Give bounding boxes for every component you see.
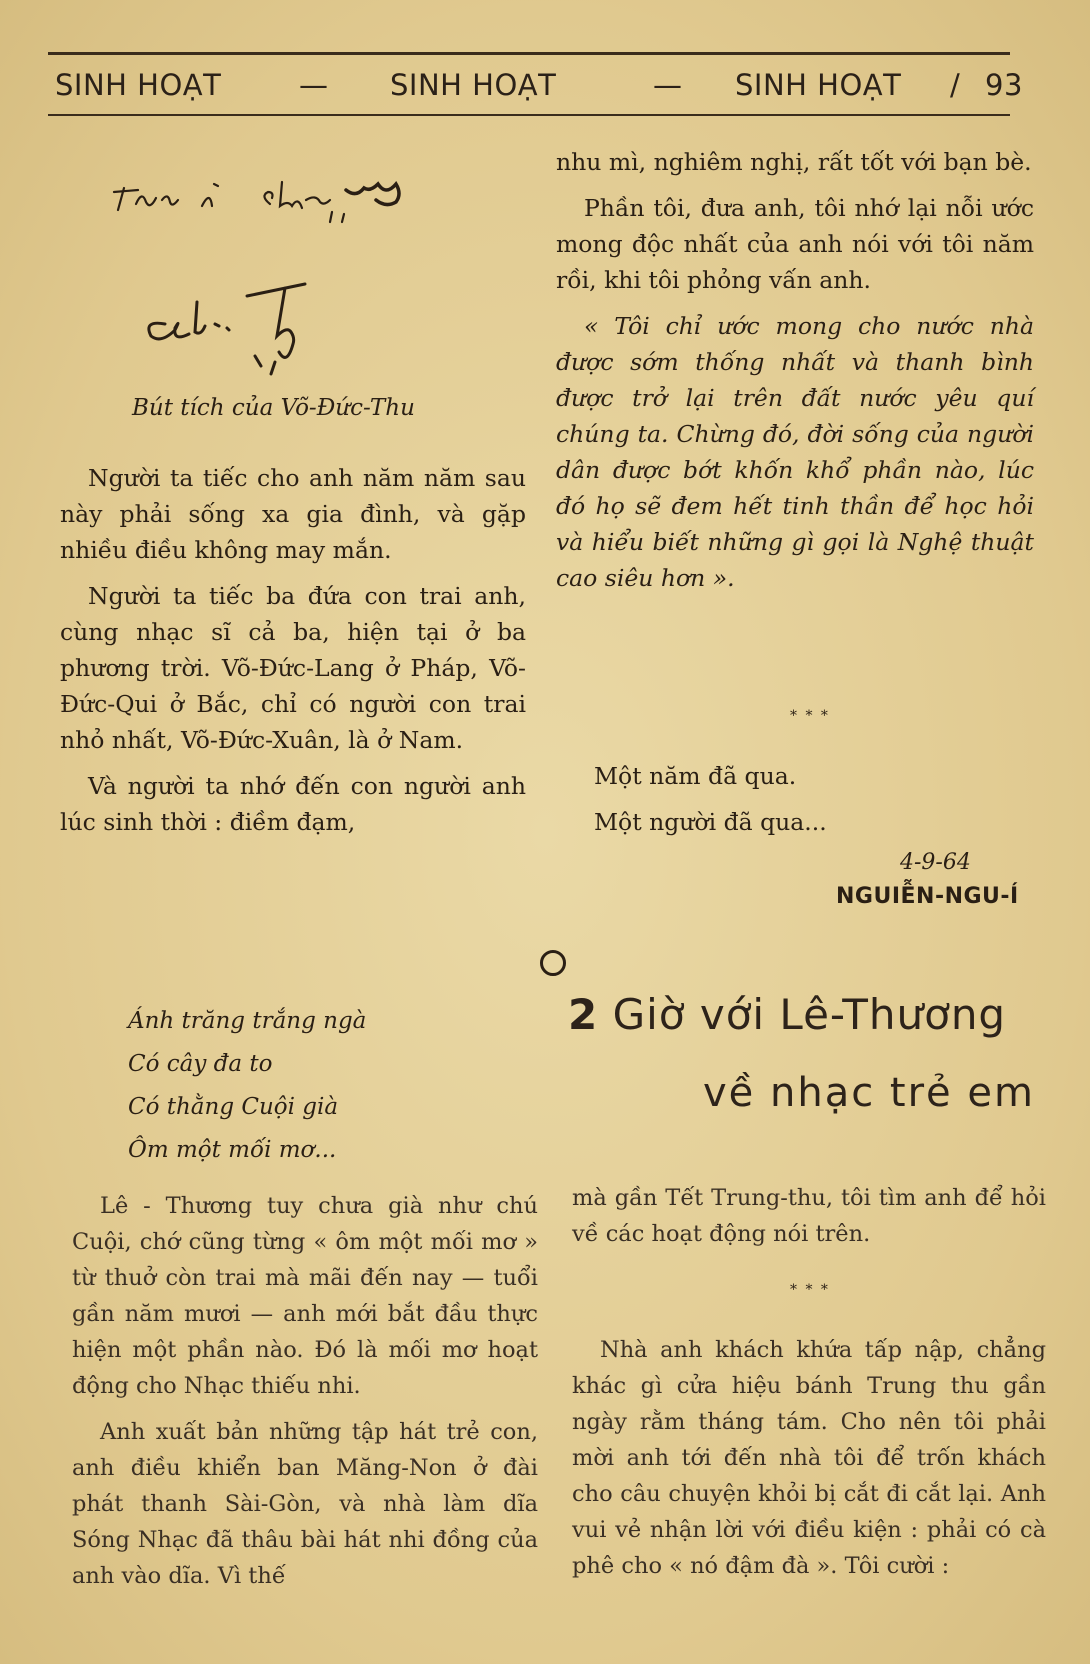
paragraph: Anh xuất bản những tập hát trẻ con, anh điều khiển ban Măng-Non ở đài phát thanh Sài-Gòn, và nhà làm dĩa Sóng Nhạc đã thâu bài hát nhi đồng của anh vào dĩa. Vì thế: [72, 1419, 538, 1589]
paragraph: Và người ta nhớ đến con người anh lúc sinh thời : điềm đạm,: [60, 772, 526, 836]
handwritten-dedication: [110, 170, 490, 250]
poem-line: Ánh trăng trắng ngà: [128, 1008, 367, 1034]
header-title-3: SINH HOẠT: [735, 68, 902, 102]
section-stars-2: * * *: [790, 1282, 830, 1298]
page-number: 93: [985, 68, 1023, 102]
article-separator-mark: [540, 950, 566, 976]
poem-line: Ôm một mối mơ...: [128, 1137, 337, 1163]
running-header: [55, 64, 1023, 108]
paragraph: Nhà anh khách khứa tấp nập, chẳng khác gì cửa hiệu bánh Trung thu gần ngày rằm tháng tám. Cho nên tôi phải mời anh tới đến nhà tôi để trốn khách cho câu chuyện khỏi bị cắt đi cắt lại. Anh vui vẻ nhận lời với điều kiện : phải có cà phê cho « nó đậm đà ». Tôi cười :: [572, 1337, 1046, 1579]
paragraph: nhu mì, nghiêm nghị, rất tốt với bạn bè.: [556, 148, 1032, 176]
closing-lines: [594, 758, 1034, 850]
poem-line: Có cây đa to: [128, 1051, 273, 1077]
poem-line: Có thằng Cuội già: [128, 1094, 339, 1120]
header-top-rule: [48, 52, 1010, 55]
section-stars: * * *: [790, 708, 830, 724]
header-bottom-rule: [48, 114, 1010, 116]
article-title-number: 2: [568, 990, 599, 1039]
article-title: [568, 990, 1006, 1039]
header-dash-1: —: [299, 68, 329, 102]
quote-paragraph: « Tôi chỉ ước mong cho nước nhà được sớm thống nhất và thanh bình được trở lại trên đất nước yêu quí chúng ta. Chừng đó, đời sống của người dân được bớt khốn khổ phần nào, lúc đó họ sẽ đem hết tinh thần để học hỏi và hiểu biết những gì gọi là Nghệ thuật cao siêu hơn ».: [556, 312, 1034, 592]
paragraph: Người ta tiếc ba đứa con trai anh, cùng nhạc sĩ cả ba, hiện tại ở ba phương trời. Võ-Đức-Lang ở Pháp, Võ-Đức-Qui ở Bắc, chỉ có người con trai nhỏ nhất, Võ-Đức-Xuân, là ở Nam.: [60, 582, 526, 754]
signature-caption: Bút tích của Võ-Đức-Thu: [132, 395, 415, 421]
closing-line-2: Một người đã qua...: [594, 808, 827, 836]
right-column-top: [556, 144, 1034, 606]
article-title-line1: Giờ với Lê-Thương: [612, 990, 1007, 1039]
article-author: NGUIỄN-NGU-Í: [836, 884, 1019, 909]
right-column-bottom: [572, 1180, 1046, 1262]
poem: [128, 1000, 366, 1172]
article-title-line2: về nhạc trẻ em: [703, 1070, 1035, 1116]
right-column-bottom-2: [572, 1332, 1046, 1594]
header-title-2: SINH HOẠT: [390, 68, 557, 102]
handwritten-signature: [135, 280, 335, 390]
header-dash-2: —: [653, 68, 683, 102]
left-column-bottom: [72, 1188, 538, 1604]
left-column-top: [60, 460, 526, 850]
paragraph: mà gần Tết Trung-thu, tôi tìm anh để hỏi về các hoạt động nói trên.: [572, 1185, 1046, 1247]
article-date: 4-9-64: [900, 850, 971, 875]
header-slash: /: [950, 68, 961, 102]
paragraph: Người ta tiếc cho anh năm năm sau này phải sống xa gia đình, và gặp nhiều điều không may mắn.: [60, 464, 526, 564]
paragraph: Phần tôi, đưa anh, tôi nhớ lại nỗi ước mong độc nhất của anh nói với tôi năm rồi, khi tôi phỏng vấn anh.: [556, 194, 1034, 294]
closing-line-1: Một năm đã qua.: [594, 762, 797, 790]
header-title-1: SINH HOẠT: [55, 68, 222, 102]
paragraph: Lê - Thương tuy chưa già như chú Cuội, chớ cũng từng « ôm một mối mơ » từ thuở còn trai mà mãi đến nay — tuổi gần năm mươi — anh mới bắt đầu thực hiện một phần nào. Đó là mối mơ hoạt động cho Nhạc thiếu nhi.: [72, 1193, 538, 1399]
